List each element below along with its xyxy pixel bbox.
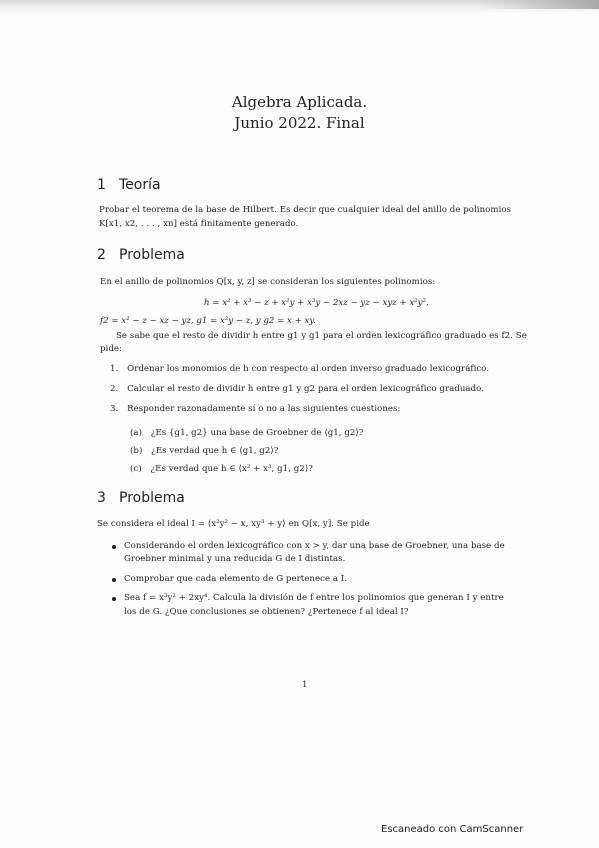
- camscanner-watermark: Escaneado con CamScanner: [381, 824, 524, 835]
- subitem-label: (b): [130, 446, 143, 456]
- section2-statement-1: Se sabe que el resto de dividir h entre g1 y g1 para el orden lexicográfico graduado es f2. Se: [116, 331, 527, 341]
- section2-item-1: [110, 364, 489, 374]
- section2-statement-2: pide:: [100, 344, 122, 354]
- section2-heading: [97, 247, 185, 263]
- subitem-label: (c): [130, 464, 142, 474]
- item-text: Responder razonadamente sí o no a las siguientes cuestiones:: [127, 404, 401, 414]
- item-label: 1.: [110, 364, 119, 374]
- page-number: 1: [302, 680, 308, 690]
- item-text: Calcular el resto de dividir h entre g1 y g2 para el orden lexicográfico graduado.: [127, 384, 484, 394]
- section3-intro: Se considera el ideal I = ⟨x²y² − x, xy³ + y⟩ en Q[x, y]. Se pide: [97, 519, 370, 529]
- item-text: Ordenar los monomios de h con respecto al orden inverso graduado lexicográfico.: [127, 364, 490, 374]
- section3-bullet-1-line-1: Considerando el orden lexicográfico con x > y, dar una base de Groebner, una base de: [124, 541, 505, 551]
- scan-shadow-corner: [479, 0, 599, 9]
- section3-bullet-1-line-2: Groebner minimal y una reducida G de I distintas.: [124, 554, 346, 564]
- subitem-label: (a): [130, 428, 142, 438]
- section2-item-2: [110, 384, 484, 394]
- section1-line-1: Probar el teorema de la base de Hilbert. Es decir que cualquier ideal del anillo de polinomios: [99, 205, 512, 215]
- subitem-text: ¿Es verdad que h ∈ ⟨x² + x³, g1, g2⟩?: [150, 464, 313, 474]
- section3-bullet-3-line-2: los de G. ¿Que conclusiones se obtienen? ¿Pertenece f al ideal I?: [124, 607, 409, 617]
- subitem-text: ¿Es verdad que h ∈ ⟨g1, g2⟩?: [151, 446, 279, 456]
- section2-item-3: [110, 404, 400, 414]
- section3-number: 3: [97, 490, 106, 506]
- section1-heading: [97, 177, 161, 193]
- section1-number: 1: [97, 177, 106, 193]
- bullet-marker: [112, 545, 116, 549]
- section2-intro: En el anillo de polinomios Q[x, y, z] se consideran los siguientes polinomios:: [100, 277, 436, 287]
- h-polynomial: h = x² + x³ − z + x²y + x³y − 2xz − yz − xyz + x²y²,: [204, 298, 429, 308]
- section1-line-2: K[x1, x2, . . . , xn] está finitamente generado.: [99, 219, 299, 229]
- section3-title: Problema: [119, 490, 185, 506]
- bullet-marker: [112, 597, 116, 601]
- section2-subitem-a: [130, 428, 364, 438]
- bullet-marker: [112, 578, 116, 582]
- section2-subitem-c: [130, 464, 313, 474]
- subitem-text: ¿Es {g1, g2} una base de Groebner de ⟨g1, g2⟩?: [150, 428, 364, 438]
- document-title-line2: Junio 2022. Final: [234, 114, 365, 132]
- section2-number: 2: [97, 247, 106, 263]
- section1-title: Teoría: [119, 177, 161, 193]
- section2-subitem-b: [130, 446, 278, 456]
- item-label: 2.: [110, 384, 119, 394]
- document-title-line1: Algebra Aplicada.: [231, 93, 368, 111]
- section3-bullet-2-line-1: Comprobar que cada elemento de G pertenece a I.: [124, 574, 348, 584]
- section3-bullet-3-line-1: Sea f = x³y² + 2xy⁴. Calcula la división de f entre los polinomios que generan I y entre: [124, 593, 504, 603]
- section3-heading: [97, 490, 185, 506]
- f2-g-polynomials: f2 = x² − z − xz − yz, g1 = x²y − z, y g2 = x + xy.: [100, 316, 316, 326]
- item-label: 3.: [110, 404, 119, 414]
- section2-title: Problema: [119, 247, 185, 263]
